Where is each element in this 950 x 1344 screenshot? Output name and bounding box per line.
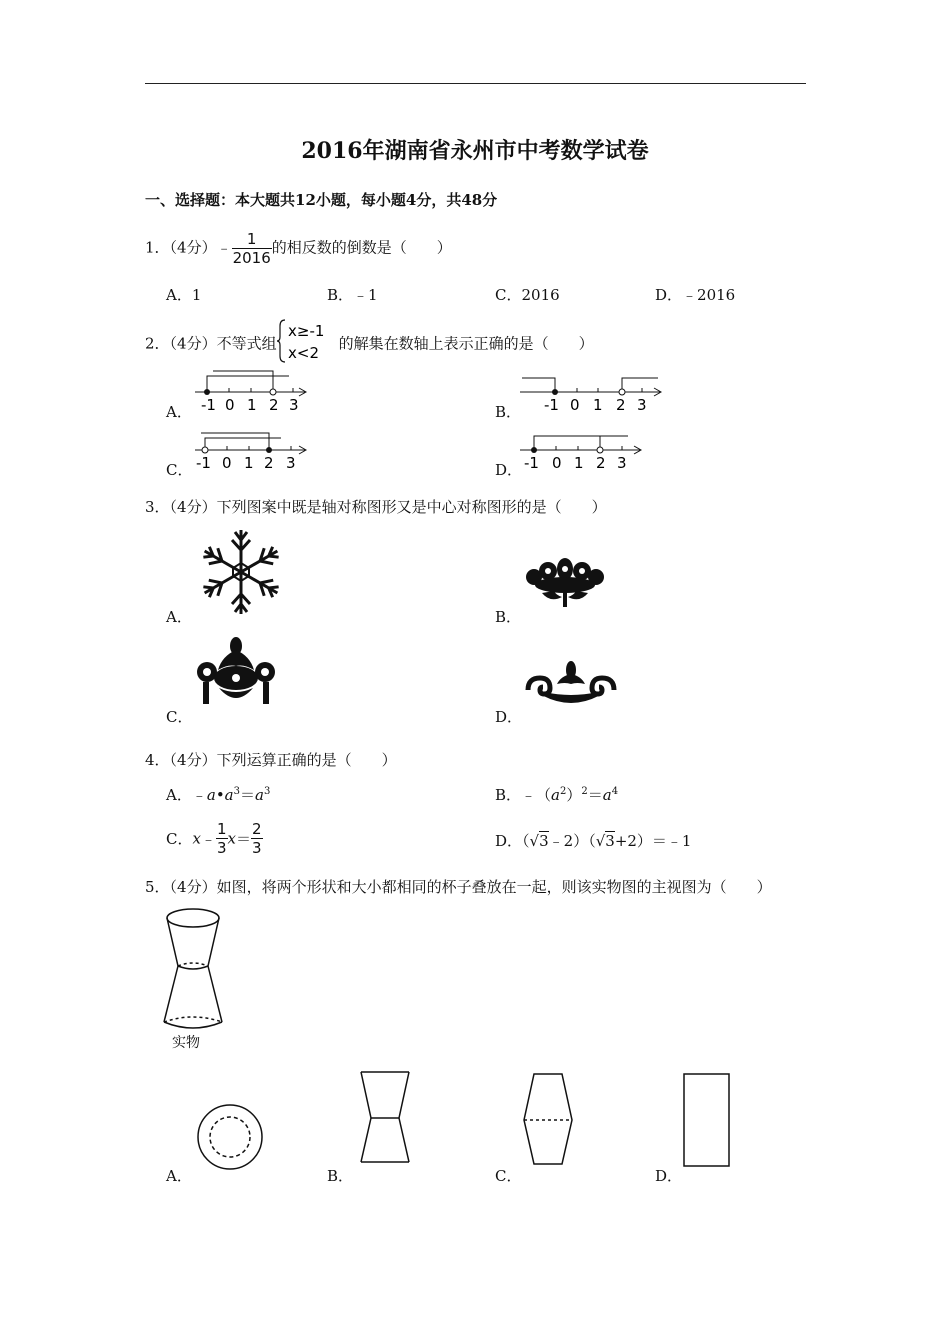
q4-option-b[interactable]: [495, 784, 618, 805]
q4c-n1: 1: [216, 820, 227, 838]
tick-b-3: 1: [593, 396, 603, 414]
tick-d-1: -1: [524, 454, 539, 472]
q4b-a1: a: [551, 786, 560, 804]
q4a-a3: a: [255, 786, 264, 804]
q4c-d1: 3: [216, 839, 227, 857]
q4b-label: B．: [495, 786, 522, 804]
page-title: 2016年湖南省永州市中考数学试卷: [301, 138, 649, 164]
q2-label-d[interactable]: D．: [495, 461, 523, 479]
q3-label-a[interactable]: A．: [166, 608, 192, 626]
q2-numberline-b: [518, 368, 668, 416]
q4a-exp1: 3: [233, 786, 240, 797]
q1-option-a[interactable]: A．1: [166, 286, 202, 304]
q4b-exp4: 4: [611, 786, 619, 797]
q2-numberline-c: [193, 428, 313, 476]
view-a-circles: [195, 1103, 265, 1171]
q2-label-b[interactable]: B．: [495, 403, 522, 421]
q2-suffix: 的解集在数轴上表示正确的是（ ）: [338, 334, 594, 353]
tick-d-4: 2: [596, 454, 606, 472]
q2-brace: [277, 318, 339, 364]
tick-b-5: 3: [637, 396, 647, 414]
tick-b-1: -1: [544, 396, 559, 414]
q4d-mid: ﹣2）（: [548, 832, 596, 850]
object-caption: 实物: [172, 1035, 200, 1051]
q4b-exp-inner: 2: [560, 786, 567, 797]
q4c-frac2: [251, 820, 263, 857]
snowflake-icon: [195, 528, 287, 616]
view-b-hourglass: [357, 1070, 413, 1166]
sqrt-icon: √: [529, 832, 540, 850]
tick-a-3: 1: [247, 396, 257, 414]
q4a-dot: •: [215, 786, 225, 804]
question-3: 3．（4分）下列图案中既是轴对称图形又是中心对称图形的是（ ）: [145, 498, 607, 516]
q4d-open: （: [522, 832, 530, 850]
q1-option-b[interactable]: B．﹣1: [327, 286, 378, 304]
q3-label-b[interactable]: B．: [495, 608, 522, 626]
q4d-label: D．: [495, 832, 523, 850]
tick-c-2: 0: [222, 454, 232, 472]
q4c-x2: x: [227, 829, 236, 848]
tick-b-2: 0: [570, 396, 580, 414]
ornament-d-icon: [524, 660, 618, 708]
sqrt-icon: √: [595, 832, 606, 850]
q4a-a2: a: [224, 786, 234, 804]
tick-c-4: 2: [264, 454, 274, 472]
q4a-a1: a: [206, 786, 216, 804]
q4a-label: A．: [166, 786, 192, 804]
q4b-close: ）: [566, 786, 582, 804]
q2-system: [277, 318, 339, 368]
q1-fraction: [232, 230, 272, 267]
q1-suffix: 的相反数的倒数是（ ）: [271, 238, 452, 257]
q3-label-d[interactable]: D．: [495, 708, 523, 726]
question-5: 5．（4分）如图，将两个形状和大小都相同的杯子叠放在一起，则该实物图的主视图为（ ）: [145, 878, 772, 896]
q4b-a2: a: [602, 786, 612, 804]
q2-numberline-d: [518, 428, 648, 476]
q4b-exp-outer: 2: [581, 786, 588, 797]
q4c-frac1: [216, 820, 228, 857]
q5-label-b[interactable]: B．: [327, 1167, 354, 1185]
q4a-eq: ＝: [240, 786, 256, 804]
tick-a-5: 3: [289, 396, 299, 414]
q4b-eq: ＝: [587, 786, 603, 804]
q4d-radicand1: 3: [539, 832, 549, 850]
tick-c-3: 1: [244, 454, 254, 472]
tick-c-5: 3: [286, 454, 296, 472]
stacked-cups-figure: [160, 904, 226, 1034]
q5-label-c[interactable]: C．: [495, 1167, 522, 1185]
q4b-open: ﹣（: [521, 786, 552, 804]
q4c-d2: 3: [252, 839, 262, 857]
q2-prefix: 2．（4分）不等式组: [145, 334, 277, 353]
tick-a-2: 0: [225, 396, 235, 414]
tick-b-4: 2: [616, 396, 626, 414]
q4a-minus: ﹣: [191, 786, 207, 804]
q1-prefix: 1．（4分）﹣: [145, 238, 232, 257]
q2-line2: x<2: [287, 344, 319, 362]
tick-d-5: 3: [617, 454, 627, 472]
q2-label-a[interactable]: A．: [166, 403, 192, 421]
q4c-minus: ﹣: [200, 830, 216, 848]
q4-option-a[interactable]: [166, 784, 270, 805]
q2-numberline-a: [193, 368, 313, 416]
q1-numerator: 1: [246, 230, 257, 248]
q2-label-c[interactable]: C．: [166, 461, 193, 479]
tick-d-2: 0: [552, 454, 562, 472]
q5-label-a[interactable]: A．: [166, 1167, 192, 1185]
q4d-radicand2: 3: [605, 832, 615, 850]
header-rule: [145, 83, 806, 84]
q3-label-c[interactable]: C．: [166, 708, 193, 726]
q4c-eq: ＝: [235, 830, 251, 848]
q4d-end: +2）＝﹣1: [614, 832, 692, 850]
tick-a-1: -1: [201, 396, 216, 414]
tick-d-3: 1: [574, 454, 584, 472]
view-c-hexagon: [520, 1072, 576, 1168]
q4-option-c[interactable]: [166, 820, 263, 857]
question-1: [145, 230, 452, 267]
q1-option-c[interactable]: C．2016: [495, 286, 560, 304]
q5-label-d[interactable]: D．: [655, 1167, 683, 1185]
q4-option-d[interactable]: [495, 830, 691, 851]
q2-line1: x≥-1: [287, 322, 324, 340]
q4c-x1: x: [192, 829, 201, 848]
ornament-b-icon: [524, 555, 606, 611]
question-2: [145, 318, 594, 368]
question-4: 4．（4分）下列运算正确的是（ ）: [145, 751, 397, 769]
q4c-label: C．: [166, 830, 193, 848]
q4a-exp2: 3: [263, 786, 271, 797]
tick-c-1: -1: [196, 454, 211, 472]
ornament-c-icon: [195, 636, 277, 710]
q1-denominator: 2016: [232, 249, 271, 267]
q4c-n2: 2: [252, 820, 262, 838]
tick-a-4: 2: [269, 396, 279, 414]
section-heading: 一、选择题：本大题共12小题，每小题4分，共48分: [145, 191, 498, 209]
view-d-rectangle: [682, 1072, 732, 1168]
q1-option-d[interactable]: D．﹣2016: [655, 286, 736, 304]
